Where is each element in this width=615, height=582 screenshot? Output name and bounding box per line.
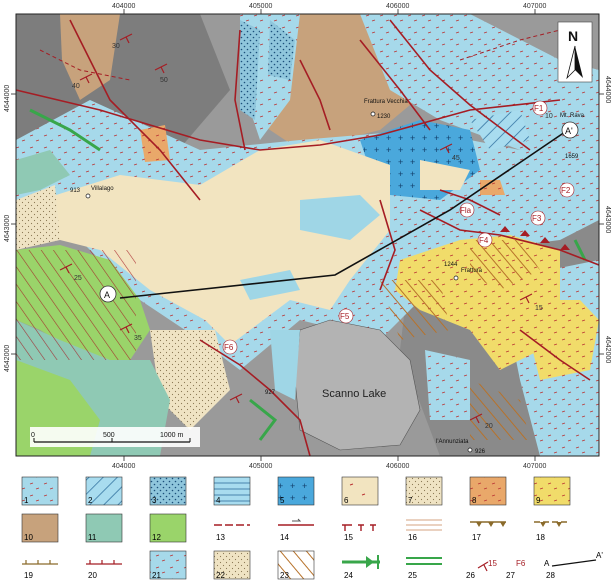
place-annunziata: l'Annunziata bbox=[436, 439, 469, 445]
dip-value: 25 bbox=[74, 275, 82, 282]
legend-label: 22 bbox=[216, 571, 225, 580]
unit-1-area bbox=[425, 350, 470, 420]
legend-label: 25 bbox=[408, 571, 417, 580]
legend-item-4 bbox=[214, 477, 250, 505]
elev-mt-rava: 1659 bbox=[565, 154, 579, 160]
legend-item-25 bbox=[406, 558, 442, 580]
legend-sample-value: 15 bbox=[488, 559, 497, 568]
section-end-label: A' bbox=[565, 126, 573, 136]
dip-value: 10 bbox=[545, 113, 553, 120]
legend-item-11 bbox=[86, 514, 122, 542]
legend-label: 16 bbox=[408, 533, 417, 542]
legend-item-24 bbox=[342, 555, 380, 580]
legend-item-15 bbox=[342, 525, 376, 542]
place-villalago: Villalago bbox=[91, 186, 114, 192]
grid-label-left: 4643000 bbox=[4, 214, 11, 242]
legend-sample-end: A' bbox=[596, 551, 603, 560]
legend-item-2 bbox=[86, 477, 122, 505]
fault-label-f2: F2 bbox=[561, 186, 571, 195]
legend bbox=[22, 477, 603, 580]
legend-label: 28 bbox=[546, 571, 555, 580]
elev-villalago: 913 bbox=[70, 188, 81, 194]
legend-label: 24 bbox=[344, 571, 353, 580]
grid-label-bottom: 406000 bbox=[386, 463, 410, 470]
legend-item-19 bbox=[22, 560, 58, 580]
scale-tick-500: 500 bbox=[103, 432, 115, 439]
fault-label-f1: F1 bbox=[534, 104, 544, 113]
fault-label-f5: F5 bbox=[340, 312, 350, 321]
grid-label-top: 406000 bbox=[386, 3, 410, 10]
elev-frattura: 1244 bbox=[444, 262, 458, 268]
legend-item-27 bbox=[506, 559, 526, 580]
elev-lake: 927 bbox=[265, 390, 276, 396]
legend-item-20 bbox=[86, 560, 122, 580]
legend-label: 2 bbox=[88, 496, 93, 505]
grid-label-bottom: 404000 bbox=[112, 463, 136, 470]
scale-tick-0: 0 bbox=[31, 432, 35, 439]
fault-label-f3: F3 bbox=[532, 214, 542, 223]
legend-item-6 bbox=[342, 477, 378, 505]
legend-label: 7 bbox=[408, 496, 413, 505]
grid-label-bottom: 405000 bbox=[249, 463, 273, 470]
grid-label-bottom: 407000 bbox=[523, 463, 547, 470]
legend-label: 12 bbox=[152, 533, 161, 542]
legend-label: 18 bbox=[536, 533, 545, 542]
place-frattura: Frattura bbox=[461, 268, 483, 274]
legend-label: 21 bbox=[152, 571, 161, 580]
scale-tick-1000: 1000 m bbox=[160, 432, 184, 439]
legend-item-1 bbox=[22, 477, 58, 505]
legend-item-28 bbox=[544, 551, 603, 580]
legend-label: 1 bbox=[24, 496, 29, 505]
place-frattura-vecchia: Frattura Vecchia bbox=[364, 99, 408, 105]
legend-label: 8 bbox=[472, 496, 477, 505]
elev-annunziata: 926 bbox=[475, 449, 486, 455]
grid-label-left: 4644000 bbox=[4, 84, 11, 112]
legend-label: 20 bbox=[88, 571, 97, 580]
north-label: N bbox=[568, 28, 579, 44]
legend-item-5 bbox=[278, 477, 314, 505]
legend-label: 3 bbox=[152, 496, 157, 505]
grid-label-top: 405000 bbox=[249, 3, 273, 10]
legend-item-9 bbox=[534, 477, 570, 505]
legend-label: 14 bbox=[280, 533, 289, 542]
legend-item-7 bbox=[406, 477, 442, 505]
grid-label-top: 404000 bbox=[112, 3, 136, 10]
legend-item-8 bbox=[470, 477, 506, 505]
legend-item-14 bbox=[278, 519, 314, 542]
dip-value: 40 bbox=[72, 83, 80, 90]
legend-item-17 bbox=[470, 522, 506, 542]
fault-label-fla: Fla bbox=[460, 206, 472, 215]
dip-value: 45 bbox=[452, 155, 460, 162]
legend-item-18 bbox=[534, 522, 570, 542]
grid-label-right: 4644000 bbox=[604, 76, 611, 104]
legend-item-10 bbox=[22, 514, 58, 542]
grid-label-top: 407000 bbox=[523, 3, 547, 10]
scale-bar bbox=[30, 427, 200, 447]
legend-sample-start: A bbox=[544, 559, 550, 568]
legend-label: 27 bbox=[506, 571, 515, 580]
legend-label: 9 bbox=[536, 496, 541, 505]
legend-item-21 bbox=[150, 551, 186, 580]
dip-value: 20 bbox=[485, 423, 493, 430]
legend-item-13 bbox=[214, 525, 250, 542]
dip-value: 50 bbox=[160, 77, 168, 84]
legend-item-26 bbox=[466, 559, 497, 580]
grid-label-left: 4642000 bbox=[4, 344, 11, 372]
legend-item-22 bbox=[214, 551, 250, 580]
fault-label-f4: F4 bbox=[479, 236, 489, 245]
section-start-label: A bbox=[104, 290, 111, 300]
legend-label: 19 bbox=[24, 571, 33, 580]
legend-item-12 bbox=[150, 514, 186, 542]
legend-label: 15 bbox=[344, 533, 353, 542]
legend-item-3 bbox=[150, 477, 186, 505]
grid-label-right: 4642000 bbox=[604, 336, 611, 364]
dip-value: 30 bbox=[112, 43, 120, 50]
legend-item-16 bbox=[406, 520, 442, 542]
dip-value: 15 bbox=[535, 305, 543, 312]
place-mt-rava: Mt. Rava bbox=[560, 113, 585, 119]
legend-label: 10 bbox=[24, 533, 33, 542]
legend-item-23 bbox=[278, 551, 314, 580]
legend-label: 4 bbox=[216, 496, 221, 505]
dip-value: 35 bbox=[134, 335, 142, 342]
lake-label: Scanno Lake bbox=[322, 388, 387, 400]
legend-label: 5 bbox=[280, 496, 285, 505]
fault-label-f6: F6 bbox=[224, 343, 234, 352]
grid-label-right: 4643000 bbox=[604, 206, 611, 234]
legend-label: 26 bbox=[466, 571, 475, 580]
north-arrow bbox=[558, 22, 592, 82]
legend-label: 6 bbox=[344, 496, 349, 505]
unit-23-overlay bbox=[16, 250, 136, 360]
legend-label: 11 bbox=[88, 533, 97, 542]
legend-label: 13 bbox=[216, 533, 225, 542]
legend-sample-fault: F6 bbox=[516, 559, 526, 568]
legend-label: 23 bbox=[280, 571, 289, 580]
legend-label: 17 bbox=[472, 533, 481, 542]
elev-frattura-vecchia: 1230 bbox=[377, 114, 391, 120]
